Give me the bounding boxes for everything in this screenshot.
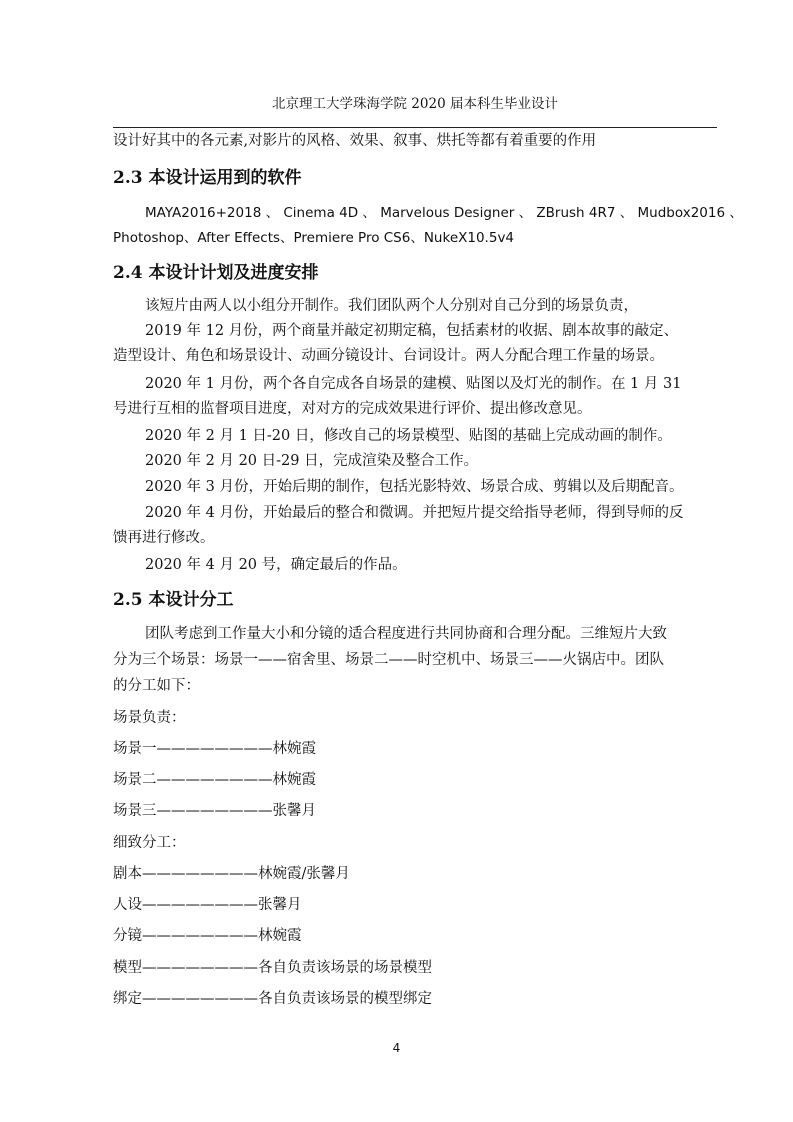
software-list-line-1: MAYA2016+2018 、 Cinema 4D 、 Marvelous Designer 、 ZBrush 4R7 、 Mudbox2016 、 bbox=[145, 205, 743, 221]
schedule-line: 该短片由两人以小组分开制作。我们团队两个人分别对自己分到的场景负责， bbox=[145, 298, 638, 314]
schedule-line: 2020 年 2 月 20 日-29 日，完成渲染及整合工作。 bbox=[145, 453, 479, 469]
division-line: 剧本————————林婉霞/张馨月 bbox=[113, 866, 350, 882]
section-2-4-heading: 2.4 本设计计划及进度安排 bbox=[113, 263, 319, 283]
schedule-line: 2020 年 4 月 20 号，确定最后的作品。 bbox=[145, 557, 407, 573]
section-2-5-heading: 2.5 本设计分工 bbox=[113, 590, 234, 610]
division-line: 模型————————各自负责该场景的场景模型 bbox=[113, 960, 432, 976]
division-line: 绑定————————各自负责该场景的模型绑定 bbox=[113, 991, 432, 1007]
schedule-line: 2020 年 4 月份，开始最后的整合和微调。并把短片提交给指导老师，得到导师的反 bbox=[145, 505, 684, 521]
software-list-line-2: Photoshop、After Effects、Premiere Pro CS6、NukeX10.5v4 bbox=[113, 230, 515, 246]
division-line: 的分工如下： bbox=[113, 678, 200, 694]
division-line: 细致分工： bbox=[113, 835, 186, 851]
division-line: 场景负责： bbox=[113, 710, 186, 726]
schedule-line: 2019 年 12 月份，两个商量并敲定初期定稿，包括素材的收据、剧本故事的敲定、 bbox=[145, 323, 679, 339]
schedule-line: 2020 年 1 月份，两个各自完成各自场景的建模、贴图以及灯光的制作。在 1 月 31 bbox=[145, 376, 682, 392]
schedule-line: 2020 年 2 月 1 日-20 日，修改自己的场景模型、贴图的基础上完成动画的制作。 bbox=[145, 428, 672, 444]
division-line: 分镜————————林婉霞 bbox=[113, 928, 302, 944]
schedule-line: 馈再进行修改。 bbox=[113, 530, 215, 546]
division-line: 团队考虑到工作量大小和分镜的适合程度进行共同协商和合理分配。三维短片大致 bbox=[145, 626, 667, 642]
section-2-3-heading: 2.3 本设计运用到的软件 bbox=[113, 168, 302, 188]
schedule-line: 造型设计、角色和场景设计、动画分镜设计、台词设计。两人分配合理工作量的场景。 bbox=[113, 348, 664, 364]
page-number: 4 bbox=[392, 1041, 401, 1055]
page-header: 北京理工大学珠海学院 2020 届本科生毕业设计 bbox=[272, 96, 558, 112]
division-line: 场景二————————林婉霞 bbox=[113, 772, 316, 788]
division-line: 场景一————————林婉霞 bbox=[113, 741, 316, 757]
header-divider bbox=[113, 127, 717, 128]
schedule-line: 2020 年 3 月份，开始后期的制作，包括光影特效、场景合成、剪辑以及后期配音。 bbox=[145, 479, 684, 495]
schedule-line: 号进行互相的监督项目进度，对对方的完成效果进行评价、提出修改意见。 bbox=[113, 401, 592, 417]
intro-line: 设计好其中的各元素,对影片的风格、效果、叙事、烘托等都有着重要的作用 bbox=[113, 133, 597, 149]
division-line: 分为三个场景：场景一——宿舍里、场景二——时空机中、场景三——火锅店中。团队 bbox=[113, 652, 664, 668]
division-line: 人设————————张馨月 bbox=[113, 897, 302, 913]
division-line: 场景三————————张馨月 bbox=[113, 803, 316, 819]
